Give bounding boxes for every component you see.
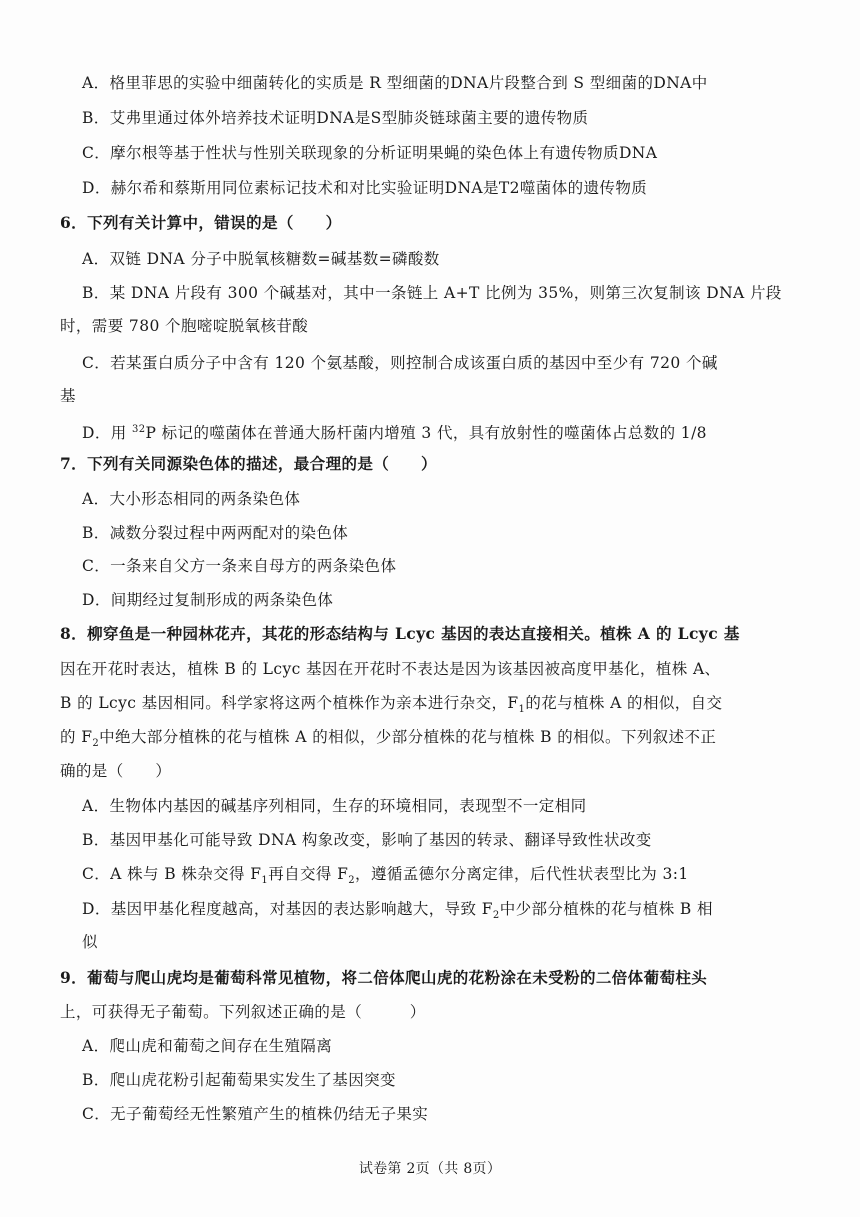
q6-option-d-isotope: 32	[131, 424, 146, 435]
q6-stem: 6．下列有关计算中，错误的是（ ）	[60, 213, 342, 232]
q8-c-post: ，遵循孟德尔分离定律，后代性状表型比为 3:1	[355, 865, 689, 883]
q9-option-b: B．爬山虎花粉引起葡萄果实发生了基因突变	[82, 1071, 396, 1089]
q8-c-mid: 再自交得 F	[268, 865, 349, 883]
q8-d-pre: D．基因甲基化程度越高，对基因的表达影响越大，导致 F	[82, 900, 493, 918]
q5-option-c: C．摩尔根等基于性状与性别关联现象的分析证明果蝇的染色体上有遗传物质DNA	[82, 144, 658, 162]
q9-stem-line1: 9．葡萄与爬山虎均是葡萄科常见植物，将二倍体爬山虎的花粉涂在未受粉的二倍体葡萄柱头	[60, 968, 708, 987]
q8-stem-line1: 8．柳穿鱼是一种园林花卉，其花的形态结构与 Lcyc 基因的表达直接相关。植株 A 的 Lcyc 基	[60, 624, 740, 643]
q9-option-c: C．无子葡萄经无性繁殖产生的植株仍结无子果实	[82, 1105, 429, 1123]
q5-option-b: B．艾弗里通过体外培养技术证明DNA是S型肺炎链球菌主要的遗传物质	[82, 109, 589, 127]
q7-option-a: A．大小形态相同的两条染色体	[82, 490, 301, 508]
q8-c-sub2: 2	[348, 875, 356, 887]
q6-option-d-post: P 标记的噬菌体在普通大肠杆菌内增殖 3 代，具有放射性的噬菌体占总数的 1/8	[145, 424, 707, 443]
q6-option-b-line1: B．某 DNA 片段有 300 个碱基对，其中一条链上 A+T 比例为 35%，则第三次复制该 DNA 片段	[82, 284, 782, 302]
q6-option-b-line2: 时，需要 780 个胞嘧啶脱氧核苷酸	[60, 317, 309, 335]
q8-option-c	[82, 864, 689, 891]
q8-c-pre: C．A 株与 B 株杂交得 F	[82, 865, 262, 883]
q8-stem-line5: 确的是（ ）	[60, 762, 172, 780]
q8-l4-pre: 的 F	[60, 728, 93, 746]
q5-option-a: A．格里菲思的实验中细菌转化的实质是 R 型细菌的DNA片段整合到 S 型细菌的DNA中	[82, 74, 708, 92]
q9-stem-line2: 上，可获得无子葡萄。下列叙述正确的是（ ）	[60, 1003, 426, 1021]
q6-option-d	[82, 420, 707, 443]
q6-option-c-line2: 基	[60, 387, 76, 405]
q6-option-c-line1: C．若某蛋白质分子中含有 120 个氨基酸，则控制合成该蛋白质的基因中至少有 720 个碱	[82, 354, 718, 372]
page-footer: 试卷第 2页（共 8页）	[358, 1161, 502, 1177]
q8-d-post: 中少部分植株的花与植株 B 相	[499, 900, 713, 918]
q9-option-a: A．爬山虎和葡萄之间存在生殖隔离	[82, 1037, 333, 1055]
q8-l3-sub: 1	[518, 704, 526, 716]
q7-stem: 7．下列有关同源染色体的描述，最合理的是（ ）	[60, 454, 437, 473]
q7-option-d: D．间期经过复制形成的两条染色体	[82, 591, 334, 609]
q8-c-sub1: 1	[261, 875, 269, 887]
q8-l3-post: 的花与植株 A 的相似，自交	[525, 694, 723, 712]
q8-stem-line4	[60, 727, 716, 754]
q5-option-d: D．赫尔希和蔡斯用同位素标记技术和对比实验证明DNA是T2噬菌体的遗传物质	[82, 179, 648, 197]
q8-l4-post: 中绝大部分植株的花与植株 A 的相似，少部分植株的花与植株 B 的相似。下列叙述不正	[99, 728, 717, 746]
q8-option-d-line1	[82, 899, 713, 926]
q6-option-a: A．双链 DNA 分子中脱氧核糖数=碱基数=磷酸数	[82, 250, 440, 268]
q8-stem-line2: 因在开花时表达，植株 B 的 Lcyc 基因在开花时不表达是因为该基因被高度甲基化，植株 A、	[60, 660, 721, 678]
q8-option-a: A．生物体内基因的碱基序列相同，生存的环境相同，表现型不一定相同	[82, 797, 587, 815]
q8-l4-sub: 2	[92, 738, 100, 750]
q7-option-b: B．减数分裂过程中两两配对的染色体	[82, 524, 349, 542]
q8-l3-pre: B 的 Lcyc 基因相同。科学家将这两个植株作为亲本进行杂交，F	[60, 694, 519, 712]
q7-option-c: C．一条来自父方一条来自母方的两条染色体	[82, 557, 397, 575]
q8-option-b: B．基因甲基化可能导致 DNA 构象改变，影响了基因的转录、翻译导致性状改变	[82, 831, 652, 849]
q8-d-sub: 2	[492, 910, 500, 922]
q8-option-d-line2: 似	[82, 933, 98, 951]
q8-stem-line3	[60, 693, 722, 720]
q6-option-d-pre: D．用	[82, 424, 132, 443]
